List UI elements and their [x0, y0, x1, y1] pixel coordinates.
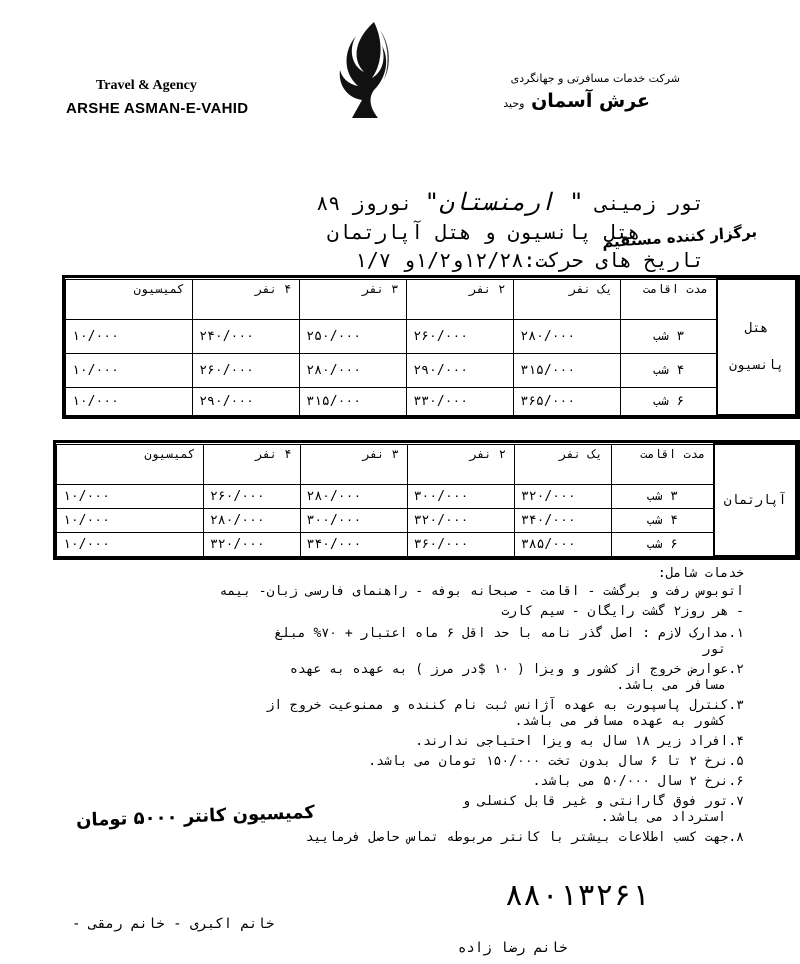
cell-price: ۲۶۰/۰۰۰	[203, 484, 300, 508]
header-four-person: ۴ نفر	[203, 444, 300, 484]
table-side-label	[717, 279, 796, 415]
pension-price-table	[62, 275, 800, 419]
table-side-label: آپارتمان	[714, 444, 796, 556]
note-item: ۵.نرخ ۲ تا ۶ سال بدون تخت ۱۵۰/۰۰۰ تومان می باشد.	[368, 754, 744, 769]
header-one-person: یک نفر	[514, 279, 621, 319]
company-tagline-en: Travel & Agency	[96, 78, 197, 93]
cell-price: ۳۱۵/۰۰۰	[300, 387, 407, 415]
header-commission: کمیسیون	[66, 279, 193, 319]
organizer-stamp: برگزار کننده مستقیم	[601, 222, 758, 252]
cell-price: ۲۴۰/۰۰۰	[193, 319, 300, 353]
cell-price: ۳۰۰/۰۰۰	[407, 484, 514, 508]
table-row	[57, 508, 797, 532]
cell-price: ۳۴۰/۰۰۰	[300, 532, 407, 556]
cell-commission: ۱۰/۰۰۰	[57, 532, 204, 556]
tour-title-destination: " ارمنستان"	[424, 188, 584, 216]
cell-price: ۳۸۵/۰۰۰	[514, 532, 611, 556]
table-row	[66, 353, 797, 387]
note-item: ۷.تور فوق گارانتی و غیر قابل کنسلی و استرداد می باشد.	[462, 794, 744, 825]
header-commission: کمیسیون	[57, 444, 204, 484]
cell-price: ۲۸۰/۰۰۰	[203, 508, 300, 532]
cell-duration: ۶ شب	[621, 387, 717, 415]
note-item: ۲.عوارض خروج از کشور و ویزا ( ۱۰ $در مرز ) به عهده به عهده مسافر می باشد.	[290, 662, 744, 693]
cell-price: ۲۵۰/۰۰۰	[300, 319, 407, 353]
cell-commission: ۱۰/۰۰۰	[66, 353, 193, 387]
cell-price: ۲۸۰/۰۰۰	[514, 319, 621, 353]
cell-duration: ۴ شب	[611, 508, 714, 532]
table-row	[57, 484, 797, 508]
note-item: ۴.افراد زیر ۱۸ سال به ویزا احتیاجی ندارند.	[415, 734, 744, 749]
header-two-person: ۲ نفر	[407, 444, 514, 484]
cell-price: ۲۹۰/۰۰۰	[193, 387, 300, 415]
company-name-en: ARSHE ASMAN-E-VAHID	[66, 100, 249, 117]
note-item: ۶.نرخ ۲ سال ۵۰/۰۰۰ می باشد.	[532, 774, 744, 789]
header-two-person: ۲ نفر	[407, 279, 514, 319]
header-three-person: ۳ نفر	[300, 279, 407, 319]
cell-duration: ۳ شب	[621, 319, 717, 353]
tour-title-part-b: نوروز ۸۹	[316, 191, 413, 215]
cell-commission: ۱۰/۰۰۰	[57, 484, 204, 508]
cell-duration: ۳ شب	[611, 484, 714, 508]
company-name-fa	[503, 90, 650, 112]
cell-price: ۳۳۰/۰۰۰	[407, 387, 514, 415]
note-item: ۱.مدارک لازم : اصل گذر نامه با حد اقل ۶ ماه اعتبار + ۷۰% مبلغ تور	[274, 626, 744, 657]
contact-names-line2: خانم رضا زاده	[458, 940, 568, 956]
cell-price: ۳۲۰/۰۰۰	[514, 484, 611, 508]
company-logo-icon	[334, 20, 396, 120]
cell-commission: ۱۰/۰۰۰	[66, 319, 193, 353]
cell-price: ۲۶۰/۰۰۰	[407, 319, 514, 353]
cell-price: ۳۱۵/۰۰۰	[514, 353, 621, 387]
cell-duration: ۴ شب	[621, 353, 717, 387]
cell-price: ۳۲۰/۰۰۰	[407, 508, 514, 532]
note-item: ۸.جهت کسب اطلاعات بیشتر با کانتر مربوطه تماس حاصل فرمایید	[305, 830, 744, 845]
cell-price: ۳۴۰/۰۰۰	[514, 508, 611, 532]
table-row	[66, 387, 797, 415]
header-one-person: یک نفر	[514, 444, 611, 484]
header-four-person: ۴ نفر	[193, 279, 300, 319]
header-duration: مدت اقامت	[621, 279, 717, 319]
table-row	[66, 319, 797, 353]
contact-names-line1: خانم اکبری - خانم رمقی -	[72, 916, 275, 932]
table-row	[57, 532, 797, 556]
cell-commission: ۱۰/۰۰۰	[66, 387, 193, 415]
header-three-person: ۳ نفر	[300, 444, 407, 484]
note-item: ۳.کنترل پاسپورت به عهده آژانس ثبت نام کننده و ممنوعیت خروج از کشور به عهده مسافر می باشد.	[266, 698, 744, 729]
header-duration: مدت اقامت	[611, 444, 714, 484]
tour-title	[84, 188, 704, 216]
cell-price: ۲۶۰/۰۰۰	[193, 353, 300, 387]
phone-number: ۸۸۰۱۳۲۶۱	[505, 878, 650, 913]
company-name-fa-main: عرش آسمان	[531, 90, 650, 112]
cell-price: ۳۲۰/۰۰۰	[203, 532, 300, 556]
apartment-price-table	[53, 440, 800, 560]
services-line2: - هر روز۲ گشت رایگان - سیم کارت	[501, 604, 744, 619]
cell-commission: ۱۰/۰۰۰	[57, 508, 204, 532]
hotel-types: هتل پانسیون و هتل آپارتمان	[326, 220, 640, 244]
side-label-line2: پانسیون	[729, 358, 784, 373]
departure-dates: تاریخ های حرکت:۱۲/۲۸و۱/۲و ۱/۷	[354, 248, 704, 272]
tour-title-part-a: تور زمینی	[595, 191, 704, 215]
cell-duration: ۶ شب	[611, 532, 714, 556]
cell-price: ۲۹۰/۰۰۰	[407, 353, 514, 387]
cell-price: ۳۶۵/۰۰۰	[514, 387, 621, 415]
company-tagline-fa: شرکت خدمات مسافرتی و جهانگردی	[510, 72, 680, 85]
cell-price: ۳۶۰/۰۰۰	[407, 532, 514, 556]
services-heading: خدمات شامل:	[657, 566, 744, 581]
cell-price: ۲۸۰/۰۰۰	[300, 353, 407, 387]
side-label-line1: هتل	[744, 321, 769, 336]
cell-price: ۳۰۰/۰۰۰	[300, 508, 407, 532]
counter-commission: کمیسیون کانتر ۵۰۰۰ تومان	[75, 801, 316, 832]
cell-price: ۲۸۰/۰۰۰	[300, 484, 407, 508]
services-line1: اتوبوس رفت و برگشت - اقامت - صبحانه بوفه - راهنمای فارسی زبان- بیمه	[219, 584, 744, 599]
company-name-fa-small: وحید	[503, 97, 525, 110]
